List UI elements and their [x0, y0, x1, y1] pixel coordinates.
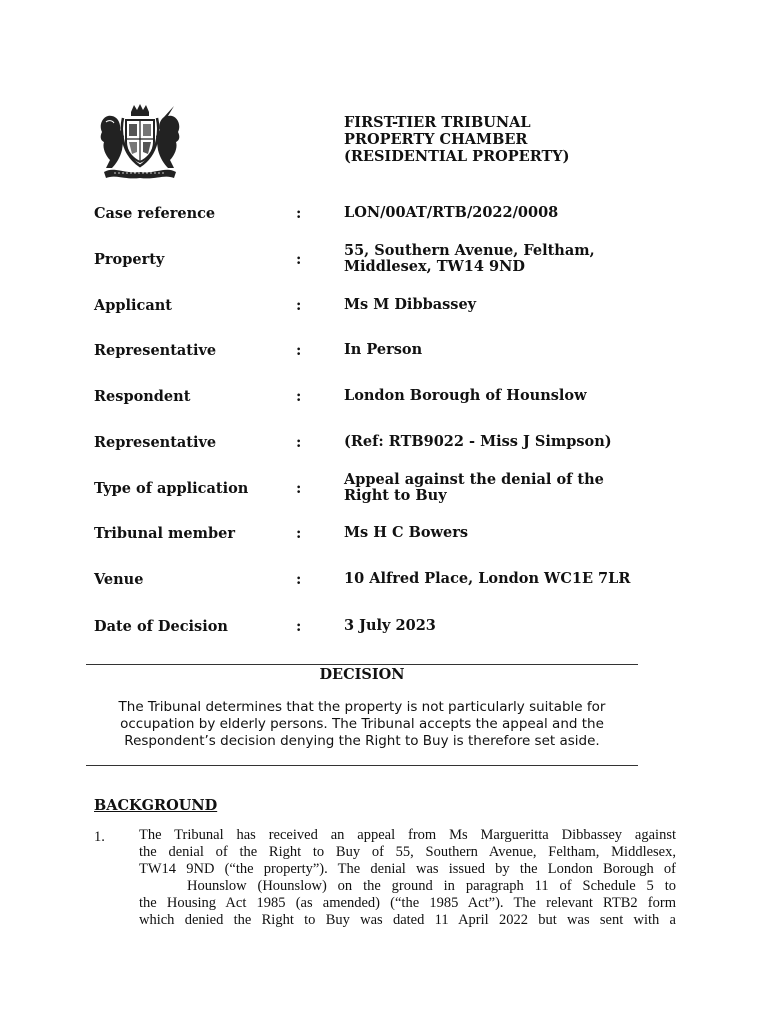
- case-row-value: LON/00AT/RTB/2022/0008: [344, 204, 559, 221]
- case-row-label: Venue: [94, 571, 144, 588]
- case-row-value: London Borough of Hounslow: [344, 387, 587, 404]
- tribunal-header: [344, 114, 570, 165]
- case-row-label: Property: [94, 251, 165, 268]
- paragraph-line: TW14 9ND (“the property”). The denial was issued by the London Borough of: [139, 861, 676, 877]
- case-row-value: 55, Southern Avenue, Feltham, Middlesex, TW14 9ND: [344, 242, 595, 275]
- case-row-value: 3 July 2023: [344, 617, 436, 634]
- background-heading: BACKGROUND: [94, 797, 218, 814]
- case-row-separator: :: [296, 571, 302, 588]
- decision-text: [100, 699, 624, 750]
- paragraph-number: 1.: [94, 829, 105, 845]
- paragraph-line: the denial of the Right to Buy of 55, Southern Avenue, Feltham, Middlesex,: [139, 844, 676, 860]
- case-row-label: Date of Decision: [94, 618, 228, 635]
- divider: [86, 765, 638, 766]
- case-row-value: Ms M Dibbassey: [344, 296, 477, 313]
- case-row-value: (Ref: RTB9022 - Miss J Simpson): [344, 433, 612, 450]
- header-line: FIRST-TIER TRIBUNAL: [344, 114, 531, 131]
- case-row-separator: :: [296, 205, 302, 222]
- case-row-separator: :: [296, 525, 302, 542]
- case-row-value: Ms H C Bowers: [344, 524, 469, 541]
- case-row-value: 10 Alfred Place, London WC1E 7LR: [344, 570, 631, 587]
- decision-heading: DECISION: [319, 666, 405, 683]
- divider: [86, 664, 638, 665]
- case-row-separator: :: [296, 480, 302, 497]
- decision-line: Respondent’s decision denying the Right to Buy is therefore set aside.: [124, 733, 600, 749]
- case-row-label: Representative: [94, 342, 217, 359]
- paragraph-line: Hounslow (Hounslow) on the ground in paragraph 11 of Schedule 5 to: [187, 878, 676, 894]
- case-row-label: Applicant: [94, 297, 173, 314]
- case-row-value: In Person: [344, 341, 423, 358]
- case-row-separator: :: [296, 297, 302, 314]
- paragraph-line: the Housing Act 1985 (as amended) (“the 1985 Act”). The relevant RTB2 form: [139, 895, 676, 911]
- header-line: PROPERTY CHAMBER: [344, 131, 528, 148]
- case-row-label: Type of application: [94, 480, 249, 497]
- royal-coat-of-arms-icon: [94, 102, 186, 182]
- case-row-separator: :: [296, 618, 302, 635]
- case-row-value: Appeal against the denial of the Right to Buy: [344, 471, 604, 504]
- case-row-separator: :: [296, 251, 302, 268]
- case-row-label: Tribunal member: [94, 525, 235, 542]
- background-paragraph: [139, 827, 676, 929]
- paragraph-line: The Tribunal has received an appeal from Ms Marguerittа Dibbassey against: [139, 827, 676, 843]
- case-row-separator: :: [296, 388, 302, 405]
- case-row-label: Representative: [94, 434, 217, 451]
- case-row-label: Respondent: [94, 388, 191, 405]
- case-row-label: Case reference: [94, 205, 216, 222]
- header-line: (RESIDENTIAL PROPERTY): [344, 148, 570, 165]
- paragraph-line: which denied the Right to Buy was dated 11 April 2022 but was sent with a: [139, 912, 676, 928]
- decision-line: occupation by elderly persons. The Tribunal accepts the appeal and the: [120, 716, 604, 732]
- decision-line: The Tribunal determines that the property is not particularly suitable for: [118, 699, 606, 715]
- case-row-separator: :: [296, 434, 302, 451]
- case-row-separator: :: [296, 342, 302, 359]
